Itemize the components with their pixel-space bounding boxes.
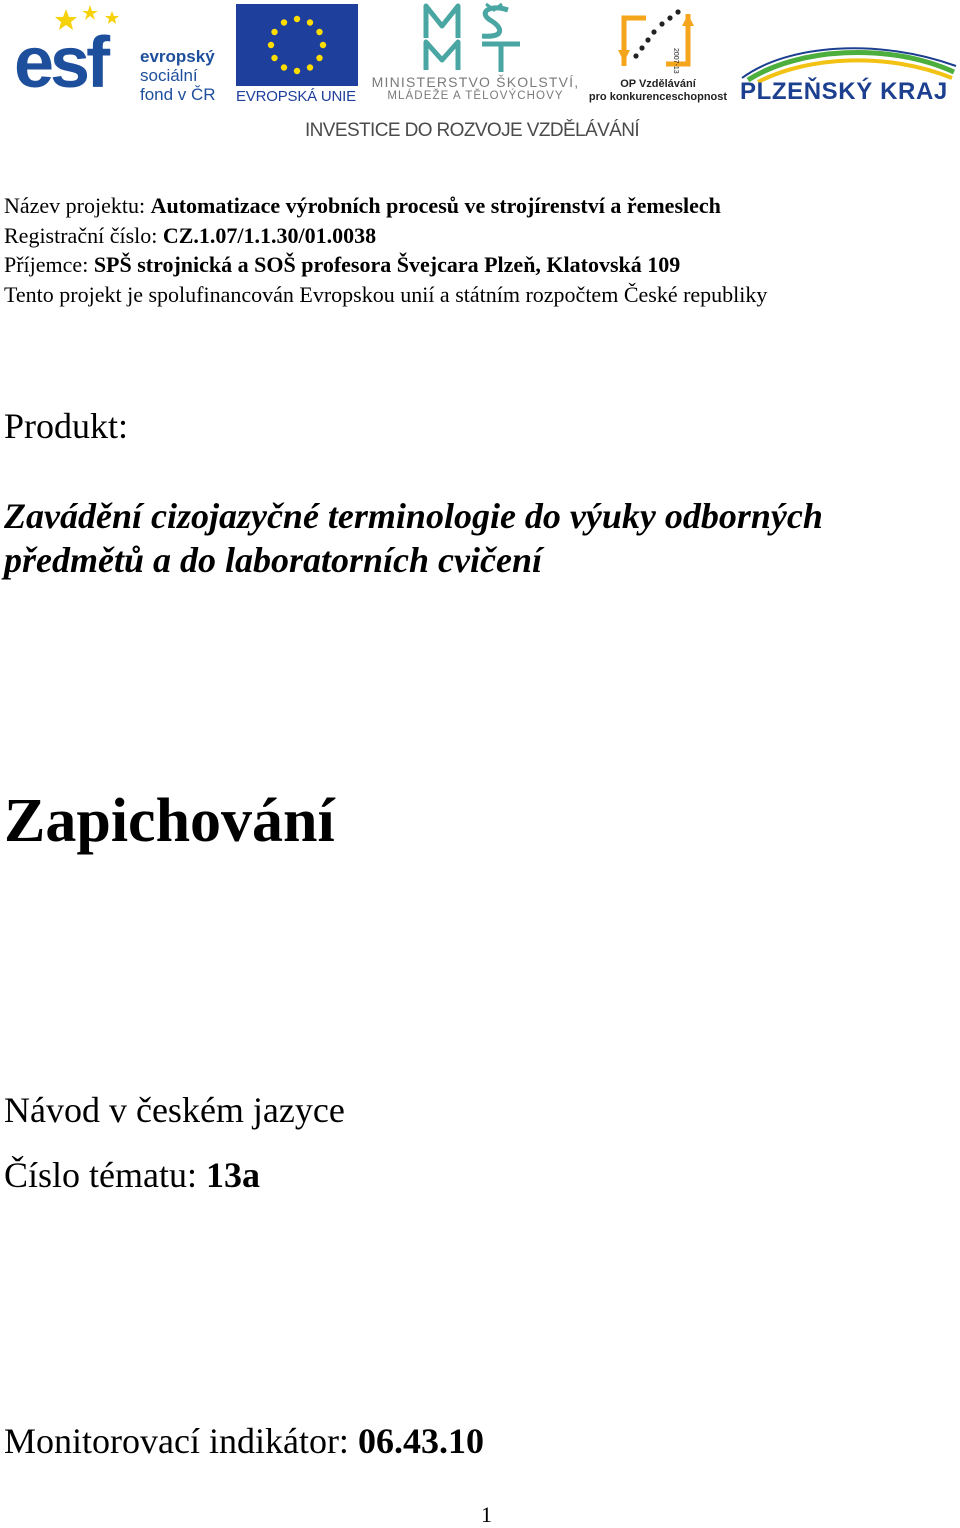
- esf-line2: sociální: [140, 66, 198, 85]
- registration-value: CZ.1.07/1.1.30/01.0038: [162, 222, 377, 248]
- esf-line1: evropský: [140, 47, 215, 66]
- plzensky-kraj-label: PLZEŇSKÝ KRAJ: [740, 78, 948, 105]
- produkt-label: Produkt:: [4, 406, 129, 446]
- produkt-title: Zavádění cizojazyčné terminologie do výuky odborných předmětů a do laboratorních cvičení: [4, 496, 823, 580]
- monitoring-indicator: [4, 1420, 484, 1462]
- op-text: [588, 78, 728, 104]
- eu-label: EVROPSKÁ UNIE: [236, 88, 356, 105]
- topic-number-value: 13a: [206, 1155, 260, 1195]
- recipient-label: Příjemce:: [4, 252, 94, 277]
- svg-text:2007-13: 2007-13: [672, 48, 679, 74]
- esf-logo: [14, 5, 229, 105]
- op-arrows-icon: [616, 4, 696, 76]
- tagline: INVESTICE DO ROZVOJE VZDĚLÁVÁNÍ: [305, 120, 640, 141]
- op-line1: OP Vzdělávání: [620, 78, 696, 90]
- project-name-line: [4, 191, 767, 221]
- registration-label: Registrační číslo:: [4, 222, 163, 248]
- manual-language: Návod v českém jazyce: [4, 1090, 345, 1130]
- topic-number: [4, 1154, 260, 1196]
- msmt-mark-icon: [420, 2, 530, 74]
- project-info: [4, 191, 767, 309]
- msmt-logo: [368, 2, 583, 106]
- logo-header: [0, 0, 960, 150]
- registration-line: [4, 221, 767, 251]
- monitoring-indicator-label: Monitorovací indikátor:: [4, 1421, 358, 1461]
- esf-wordmark: esf: [14, 23, 107, 103]
- topic-number-label: Číslo tématu:: [4, 1155, 206, 1195]
- project-name-value: Automatizace výrobních procesů ve strojírenství a řemeslech: [150, 193, 721, 218]
- plzensky-kraj-logo: [738, 44, 958, 114]
- op-line2: pro konkurenceschopnost: [588, 91, 728, 103]
- recipient-line: [4, 250, 767, 280]
- monitoring-indicator-value: 06.43.10: [357, 1421, 484, 1461]
- esf-line3: fond v ČR: [140, 85, 216, 104]
- project-name-label: Název projektu:: [4, 193, 151, 218]
- eu-logo: [236, 4, 360, 104]
- cofinancing-line: Tento projekt je spolufinancován Evropskou unií a státním rozpočtem České republiky: [4, 281, 768, 307]
- msmt-line2: MLÁDEŽE A TĚLOVÝCHOVY: [387, 90, 564, 102]
- eu-flag-icon: [236, 4, 358, 86]
- eu-stars-icon: [236, 4, 358, 86]
- op-logo: [588, 4, 728, 106]
- document-title: Zapichování: [4, 787, 335, 855]
- recipient-value: SPŠ strojnická a SOŠ profesora Švejcara Plzeň, Klatovská 109: [93, 252, 681, 277]
- msmt-line1: MINISTERSTVO ŠKOLSTVÍ,: [371, 74, 580, 90]
- esf-text: [140, 47, 216, 104]
- page-number: 1: [481, 1502, 492, 1527]
